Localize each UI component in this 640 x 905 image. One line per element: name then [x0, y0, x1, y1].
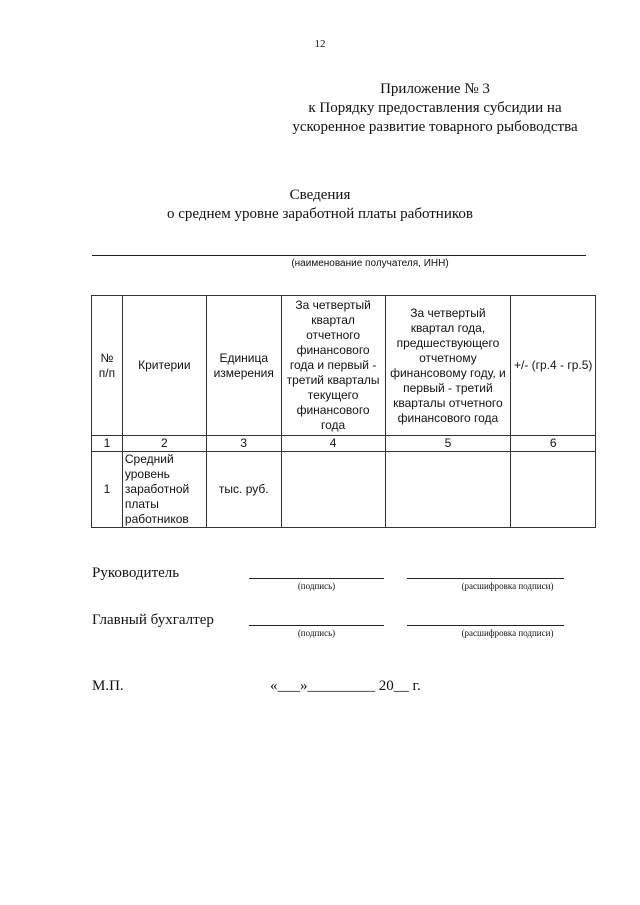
- title-line-2: о среднем уровне заработной платы работников: [167, 206, 473, 222]
- head-signature-field[interactable]: [249, 578, 384, 579]
- header-cell-unit: Единица измерения: [206, 296, 281, 436]
- difference-value[interactable]: [511, 452, 596, 528]
- head-signature-caption: (подпись): [297, 581, 336, 591]
- previous-period-value[interactable]: [385, 452, 511, 528]
- recipient-field[interactable]: [92, 255, 586, 256]
- header-cell-criteria: Критерии: [122, 296, 206, 436]
- appendix-line-2: к Порядку предоставления субсидии на: [308, 100, 562, 116]
- accountant-label: Главный бухгалтер: [92, 612, 214, 628]
- title-line-1: Сведения: [289, 187, 351, 203]
- document-title: [0, 186, 640, 224]
- header-cell-difference: +/- (гр.4 - гр.5): [511, 296, 596, 436]
- current-period-value[interactable]: [281, 452, 385, 528]
- accountant-decode-field[interactable]: [407, 625, 564, 626]
- stamp-label: М.П.: [92, 678, 124, 694]
- column-number: 3: [206, 436, 281, 452]
- appendix-line-1: Приложение № 3: [380, 81, 490, 97]
- column-number: 1: [92, 436, 123, 452]
- accountant-signature-caption: (подпись): [297, 628, 336, 638]
- table-row: [92, 452, 596, 528]
- column-number: 5: [385, 436, 511, 452]
- recipient-caption: (наименование получателя, ИНН): [291, 258, 449, 269]
- accountant-decode-caption: (расшифровка подписи): [461, 628, 554, 638]
- appendix-line-3: ускоренное развитие товарного рыбоводства: [292, 119, 578, 135]
- accountant-signature-field[interactable]: [249, 625, 384, 626]
- column-number: 2: [122, 436, 206, 452]
- row-number: 1: [92, 452, 123, 528]
- head-label: Руководитель: [92, 565, 180, 581]
- column-number-row: [92, 436, 596, 452]
- head-decode-field[interactable]: [407, 578, 564, 579]
- page-number: 12: [314, 38, 326, 50]
- column-number: 4: [281, 436, 385, 452]
- salary-table: [91, 295, 596, 528]
- header-cell-number: № п/п: [92, 296, 123, 436]
- header-cell-current-period: За четвертый квартал отчетного финансового года и первый - третий кварталы текущего финансового года: [281, 296, 385, 436]
- unit-cell: тыс. руб.: [206, 452, 281, 528]
- header-cell-previous-period: За четвертый квартал года, предшествующего отчетному финансовому году, и первый - третий кварталы отчетного финансового года: [385, 296, 511, 436]
- criteria-cell: Средний уровень заработной платы работников: [122, 452, 206, 528]
- date-field[interactable]: «___»_________ 20__ г.: [270, 678, 421, 694]
- header-row: [92, 296, 596, 436]
- head-decode-caption: (расшифровка подписи): [461, 581, 554, 591]
- column-number: 6: [511, 436, 596, 452]
